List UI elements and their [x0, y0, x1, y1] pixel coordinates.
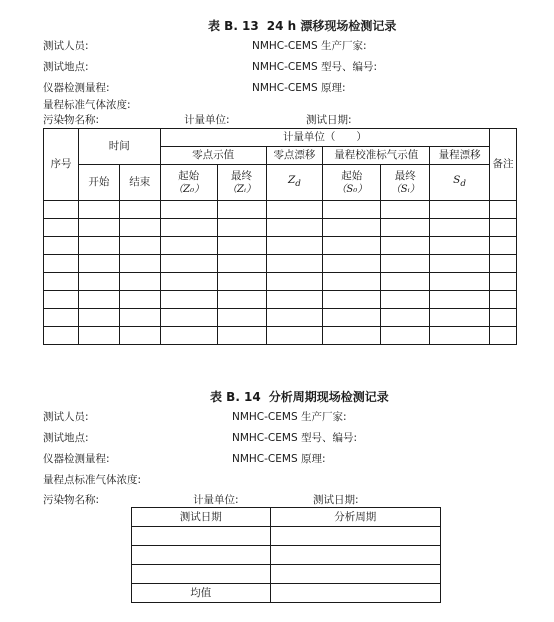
table-row	[44, 309, 517, 327]
b13-manufacturer-label: NMHC-CEMS 生产厂家:	[252, 40, 367, 52]
b13-col-zero-initial	[160, 165, 217, 201]
b14-avg-label: 均值	[132, 584, 271, 603]
b13-col-start: 开始	[78, 165, 119, 201]
b13-table	[43, 128, 517, 345]
b13-col-zero-reading: 零点示值	[160, 147, 266, 165]
b13-model-label: NMHC-CEMS 型号、编号:	[252, 61, 377, 73]
b13-col-time: 时间	[78, 129, 160, 165]
b14-avg-value	[270, 584, 440, 603]
b13-col-sd: $S_d$	[430, 165, 490, 201]
b13-col-span-final	[381, 165, 430, 201]
b14-col-period: 分析周期	[270, 508, 440, 527]
table-row	[44, 201, 517, 219]
b13-unit-label: 计量单位:	[184, 114, 230, 126]
b13-title	[208, 17, 396, 34]
subscript: d	[295, 179, 301, 190]
table-row	[44, 327, 517, 345]
b13-col-span-initial	[323, 165, 381, 201]
b13-location-label: 测试地点:	[43, 61, 89, 73]
table-row	[44, 291, 517, 309]
b14-std-gas-label: 量程点标准气体浓度:	[43, 474, 142, 486]
b14-col-date: 测试日期	[132, 508, 271, 527]
b13-title-text: 24 h 漂移现场检测记录	[266, 19, 397, 33]
table-row	[44, 273, 517, 291]
b14-model-label: NMHC-CEMS 型号、编号:	[232, 432, 357, 444]
table-row	[132, 565, 441, 584]
b13-col-zero-drift: 零点漂移	[266, 147, 323, 165]
b14-date-label: 测试日期:	[313, 494, 359, 506]
b13-col-zero-final	[217, 165, 266, 201]
b13-pollutant-label: 污染物名称:	[43, 114, 100, 126]
b13-col-zd: $Z_d$	[266, 165, 323, 201]
b14-title-number: 表 B. 14	[210, 390, 261, 404]
b13-col-span-reading: 量程校准标气示值	[323, 147, 430, 165]
b13-col-span-initial-symbol: （S₀）	[336, 183, 368, 195]
b13-col-span-final-symbol: （Sᵢ）	[390, 183, 420, 195]
b14-manufacturer-label: NMHC-CEMS 生产厂家:	[232, 411, 347, 423]
b13-col-span-initial-label: 起始	[341, 169, 363, 182]
b13-principle-label: NMHC-CEMS 原理:	[252, 82, 346, 94]
table-row	[132, 546, 441, 565]
b13-tester-label: 测试人员:	[43, 40, 89, 52]
b14-title-text: 分析周期现场检测记录	[268, 390, 389, 404]
b13-col-zero-initial-symbol: （Z₀）	[173, 183, 205, 195]
b13-range-label: 仪器检测量程:	[43, 82, 110, 94]
b14-location-label: 测试地点:	[43, 432, 89, 444]
b14-unit-label: 计量单位:	[193, 494, 239, 506]
b13-col-zero-final-label: 最终	[231, 169, 253, 182]
table-row	[44, 219, 517, 237]
b13-col-zero-initial-label: 起始	[178, 169, 200, 182]
b14-table	[131, 507, 441, 603]
b14-principle-label: NMHC-CEMS 原理:	[232, 453, 326, 465]
b13-date-label: 测试日期:	[306, 114, 352, 126]
table-row	[44, 237, 517, 255]
b13-col-span-drift: 量程漂移	[430, 147, 490, 165]
b14-tester-label: 测试人员:	[43, 411, 89, 423]
b13-col-zero-final-symbol: （Zᵢ）	[227, 183, 257, 195]
b13-std-gas-label: 量程标准气体浓度:	[43, 99, 131, 111]
table-row	[132, 527, 441, 546]
b13-col-end: 结束	[119, 165, 160, 201]
b14-pollutant-label: 污染物名称:	[43, 494, 100, 506]
b13-col-seq: 序号	[44, 129, 79, 201]
b13-title-number: 表 B. 13	[208, 19, 259, 33]
table-row	[44, 255, 517, 273]
b13-col-remark: 备注	[490, 129, 517, 201]
b13-col-span-final-label: 最终	[394, 169, 416, 182]
subscript: d	[460, 179, 466, 190]
b14-title	[210, 388, 389, 405]
b14-range-label: 仪器检测量程:	[43, 453, 110, 465]
b13-col-unit: 计量单位（ ）	[160, 129, 489, 147]
